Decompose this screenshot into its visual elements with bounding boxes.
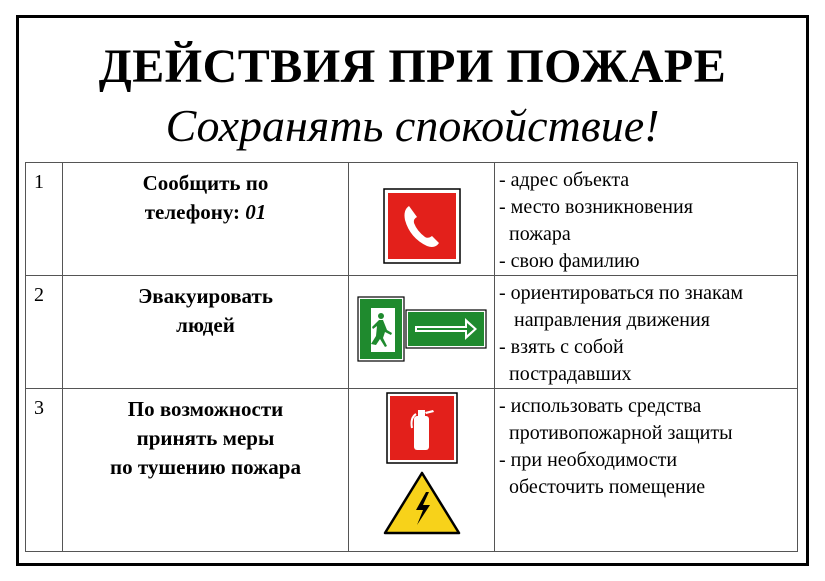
table-row <box>26 163 798 276</box>
table-row <box>26 276 798 389</box>
row-number: 2 <box>26 276 63 389</box>
note-line: - место возникновения <box>499 196 693 218</box>
fire-phone-sign-icon <box>383 188 461 264</box>
action-line: Сообщить по <box>142 171 269 195</box>
action-cell <box>63 163 349 276</box>
signs-cell <box>349 163 495 276</box>
fire-extinguisher-sign-icon <box>386 392 458 464</box>
table-row <box>26 389 798 552</box>
row-number: 3 <box>26 389 63 552</box>
note-line: обесточить помещение <box>499 476 706 498</box>
page-title: ДЕЙСТВИЯ ПРИ ПОЖАРЕ <box>98 40 727 93</box>
notes-cell <box>495 163 798 276</box>
action-line: принять меры <box>136 426 275 450</box>
note-line: пострадавших <box>499 363 632 385</box>
note-line: пожара <box>499 223 571 245</box>
action-line: людей <box>176 313 235 337</box>
phone-number: 01 <box>245 200 267 224</box>
notes-cell <box>495 276 798 389</box>
action-line: по тушению пожара <box>110 455 301 479</box>
emergency-exit-sign-icon <box>357 296 405 362</box>
action-line: Эвакуировать <box>138 284 273 308</box>
note-line: - использовать средства <box>499 395 702 417</box>
signs-cell <box>349 389 495 552</box>
row-number: 1 <box>26 163 63 276</box>
exit-arrow-sign-icon <box>405 309 487 349</box>
action-line: телефону: <box>144 200 246 224</box>
page-subtitle: Сохранять спокойствие! <box>165 100 660 151</box>
signs-cell <box>349 276 495 389</box>
action-cell <box>63 276 349 389</box>
note-line: - взять с собой <box>499 336 624 358</box>
fire-actions-table <box>25 162 798 552</box>
electric-hazard-sign-icon <box>382 470 462 536</box>
note-line: - при необходимости <box>499 449 678 471</box>
note-line: - адрес объекта <box>499 169 630 191</box>
note-line: - ориентироваться по знакам <box>499 282 743 304</box>
notes-cell <box>495 389 798 552</box>
action-line: По возможности <box>127 397 284 421</box>
action-cell <box>63 389 349 552</box>
note-line: противопожарной защиты <box>499 422 733 444</box>
note-line: - свою фамилию <box>499 250 640 272</box>
note-line: направления движения <box>499 309 710 331</box>
